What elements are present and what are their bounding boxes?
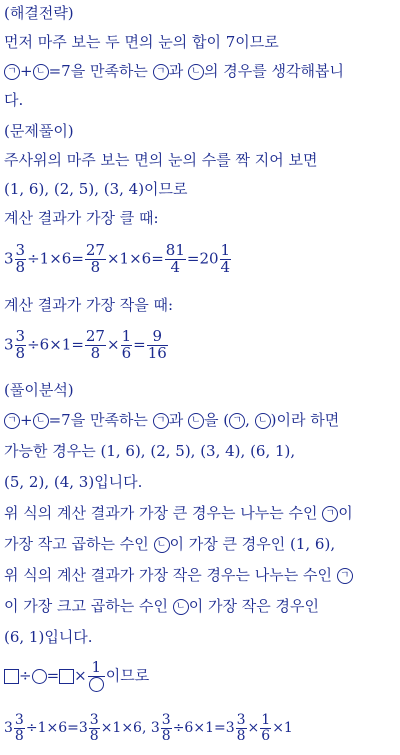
analysis-line-5: 가장 작고 곱하는 수인 ㄴ 이 가장 큰 경우인 (1, 6),	[4, 535, 336, 553]
heading-solution: (문제풀이)	[4, 122, 74, 140]
circled-b-icon: ㄴ	[33, 413, 49, 429]
strategy-line-2: ㄱ + ㄴ =7을 만족하는 ㄱ 과 ㄴ 의 경우를 생각해봅니	[4, 62, 344, 81]
big-label: 계산 결과가 가장 클 때:	[4, 209, 159, 227]
big-equation: 3 $\frac{3}{8}$ ÷1×6= $\frac{27}{8}$ ×1×6= $\frac{81}{4}$ =20 $\frac{1}{4}$	[4, 241, 231, 276]
circled-a-icon: ㄱ	[153, 64, 169, 80]
solution-line-1: 주사위의 마주 보는 면의 눈의 수를 짝 지어 보면	[4, 151, 318, 169]
circled-a-icon: ㄱ	[322, 506, 338, 522]
circled-b-icon: ㄴ	[188, 64, 204, 80]
analysis-line-7: 이 가장 크고 곱하는 수인 ㄴ 이 가장 작은 경우인	[4, 597, 319, 615]
analysis-line-1: ㄱ + ㄴ =7을 만족하는 ㄱ 과 ㄴ 을 ( ㄱ , ㄴ )이라 하면	[4, 411, 339, 430]
strategy-line-3: 다.	[4, 91, 24, 109]
circled-b-icon: ㄴ	[33, 64, 49, 80]
circled-b-icon: ㄴ	[154, 537, 170, 553]
rule-equation: ÷ = × 1 이므로	[4, 660, 149, 693]
analysis-line-3: (5, 2), (4, 3)입니다.	[4, 473, 143, 491]
heading-analysis: (풀이분석)	[4, 381, 74, 399]
circled-b-icon: ㄴ	[173, 599, 189, 615]
analysis-line-6: 위 식의 계산 결과가 가장 작은 경우는 나누는 수인 ㄱ	[4, 566, 353, 585]
final-equation: 3 $\frac{3}{8}$ ÷1×6=3 $\frac{3}{8}$ ×1×6, 3 $\frac{3}{8}$ ÷6×1=3 $\frac{3}{8}$ × $\frac{1}{6}$ ×1	[4, 712, 293, 744]
circled-a-icon: ㄱ	[229, 413, 245, 429]
circled-a-icon: ㄱ	[4, 413, 20, 429]
circled-b-icon: ㄴ	[188, 413, 204, 429]
circled-a-icon: ㄱ	[337, 568, 353, 584]
heading-strategy: (해결전략)	[4, 4, 74, 22]
square-symbol-icon	[4, 669, 19, 684]
analysis-line-2: 가능한 경우는 (1, 6), (2, 5), (3, 4), (6, 1),	[4, 442, 296, 460]
strategy-line-1: 먼저 마주 보는 두 면의 눈의 합이 7이므로	[4, 33, 279, 51]
analysis-line-8: (6, 1)입니다.	[4, 628, 93, 646]
circle-symbol-icon	[32, 669, 47, 684]
circled-a-icon: ㄱ	[4, 64, 20, 80]
small-equation: 3 $\frac{3}{8}$ ÷6×1= $\frac{27}{8}$ × $\frac{1}{6}$ = $\frac{9}{16}$	[4, 327, 167, 362]
analysis-line-4: 위 식의 계산 결과가 가장 큰 경우는 나누는 수인 ㄱ 이	[4, 504, 353, 522]
circle-symbol-icon	[89, 677, 104, 692]
circled-b-icon: ㄴ	[255, 413, 271, 429]
circled-a-icon: ㄱ	[153, 413, 169, 429]
square-symbol-icon	[59, 669, 74, 684]
solution-line-2: (1, 6), (2, 5), (3, 4)이므로	[4, 180, 188, 198]
small-label: 계산 결과가 가장 작을 때:	[4, 296, 174, 314]
